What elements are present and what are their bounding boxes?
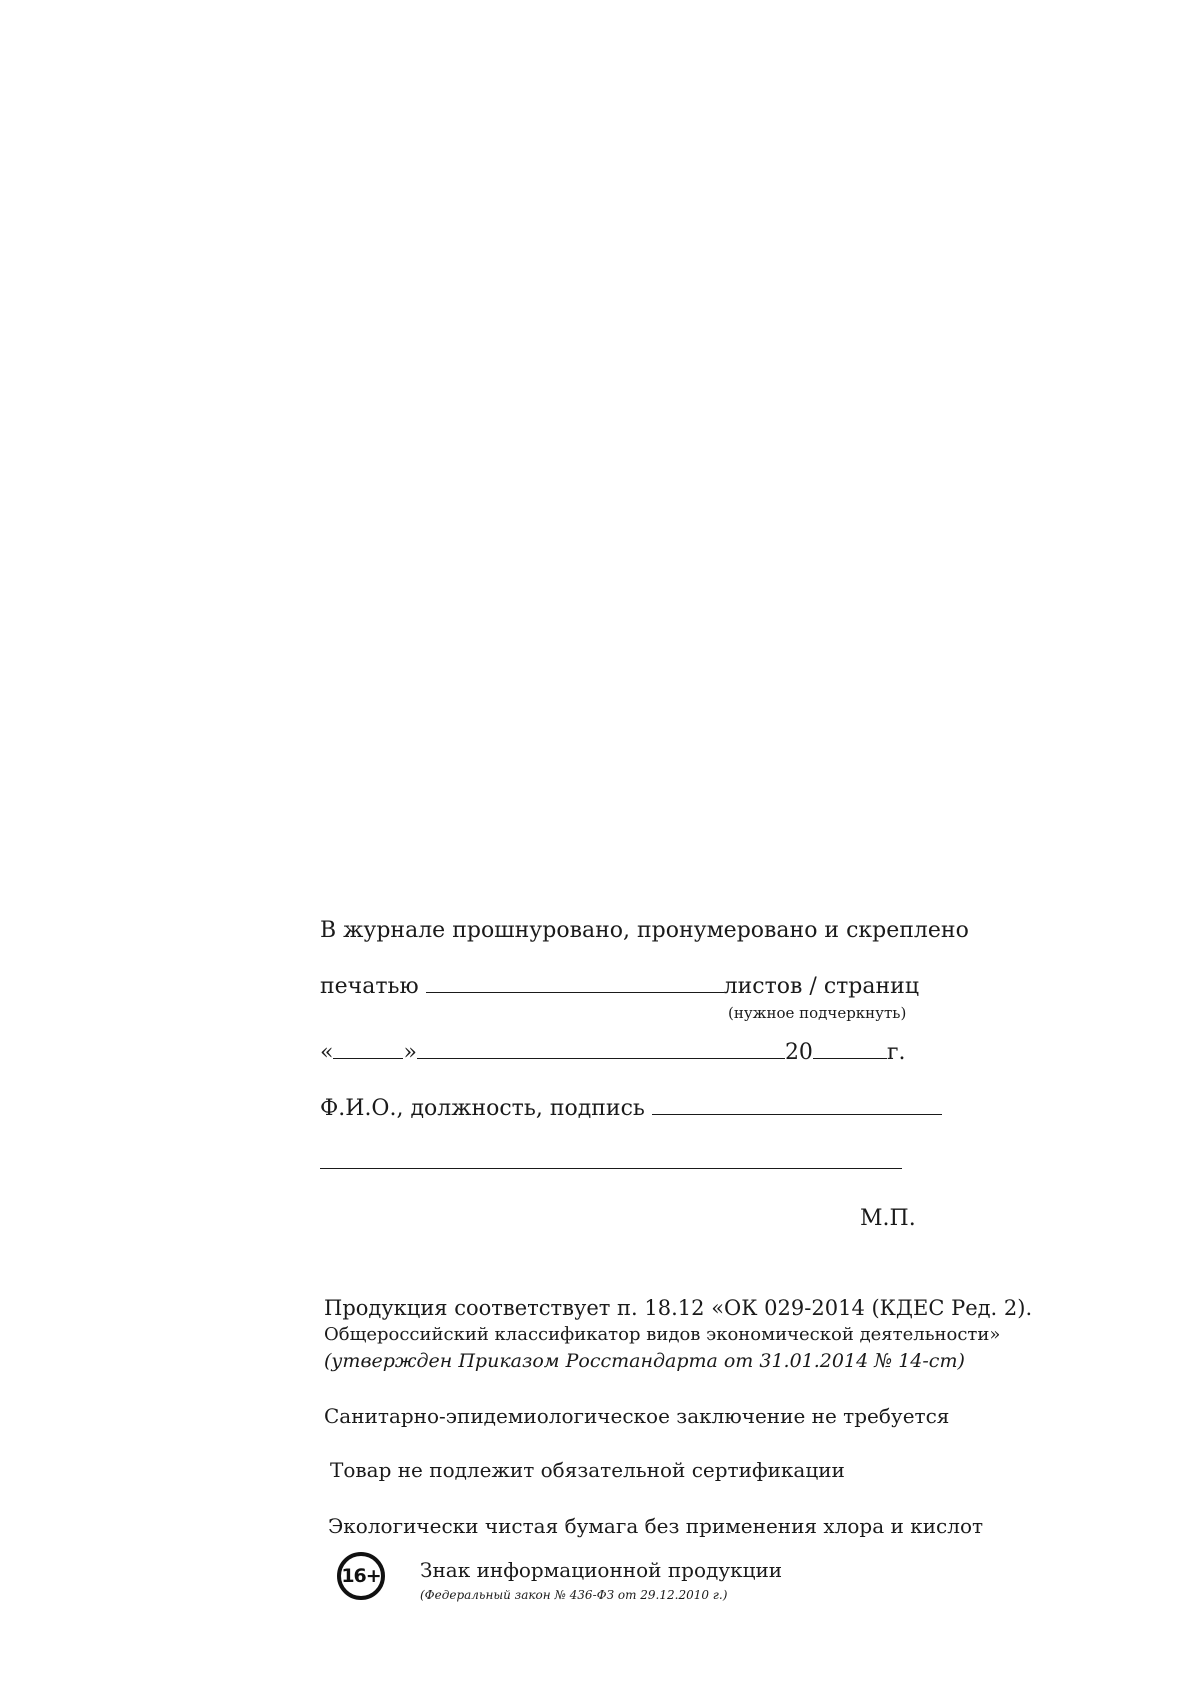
- date-close-quote: »: [403, 1040, 417, 1065]
- sheet-count-line: [320, 974, 919, 999]
- compliance-line3: [324, 1350, 965, 1372]
- binding-note-line1: [320, 918, 969, 943]
- sanitary-text: Санитарно-эпидемиологическое заключение не требуется: [324, 1404, 950, 1428]
- signature-label: Ф.И.О., должность, подпись: [320, 1096, 645, 1121]
- info-law-text: (Федеральный закон № 436-ФЗ от 29.12.2010 г.): [420, 1588, 728, 1602]
- age-rating-icon: [337, 1552, 385, 1600]
- sheet-count-hint-text: (нужное подчеркнуть): [728, 1004, 907, 1022]
- stamp-label: М.П.: [860, 1206, 916, 1231]
- date-open-quote: «: [320, 1040, 334, 1065]
- sheet-count-field[interactable]: [426, 974, 724, 993]
- year-suffix: г.: [886, 1040, 906, 1065]
- age-rating-label: 16+: [341, 1565, 381, 1587]
- info-law-line: [420, 1588, 727, 1602]
- year-field[interactable]: [813, 1040, 887, 1059]
- compliance-line1: [324, 1296, 1032, 1320]
- certification-text: Товар не подлежит обязательной сертификации: [330, 1458, 845, 1482]
- date-line: [320, 1040, 905, 1065]
- ecology-text: Экологически чистая бумага без применения хлора и кислот: [328, 1514, 984, 1538]
- sheet-count-hint: [728, 1004, 906, 1022]
- sheet-count-prefix: печатью: [320, 974, 419, 999]
- ecology-line: [328, 1514, 983, 1538]
- sanitary-line: [324, 1404, 949, 1428]
- signature-field[interactable]: [652, 1096, 942, 1115]
- certification-line: [330, 1458, 845, 1482]
- compliance-classifier: Общероссийский классификатор видов экономической деятельности»: [324, 1324, 1001, 1345]
- compliance-line2: [324, 1324, 1000, 1345]
- info-sign-line: [420, 1558, 782, 1582]
- compliance-order: (утвержден Приказом Росстандарта от 31.01.2014 № 14-ст): [324, 1350, 965, 1372]
- info-sign-text: Знак информационной продукции: [420, 1558, 783, 1582]
- signature-line: [320, 1096, 942, 1121]
- stamp-line: [860, 1206, 916, 1231]
- compliance-standard: Продукция соответствует п. 18.12 «ОК 029-2014 (КДЕС Ред. 2).: [324, 1296, 1033, 1320]
- sheet-count-suffix: листов / страниц: [723, 974, 919, 999]
- month-field[interactable]: [417, 1040, 785, 1059]
- binding-note-text: В журнале прошнуровано, пронумеровано и скреплено: [320, 918, 969, 943]
- year-prefix: 20: [784, 1040, 813, 1065]
- signature-continuation-line[interactable]: [320, 1168, 902, 1169]
- day-field[interactable]: [333, 1040, 403, 1059]
